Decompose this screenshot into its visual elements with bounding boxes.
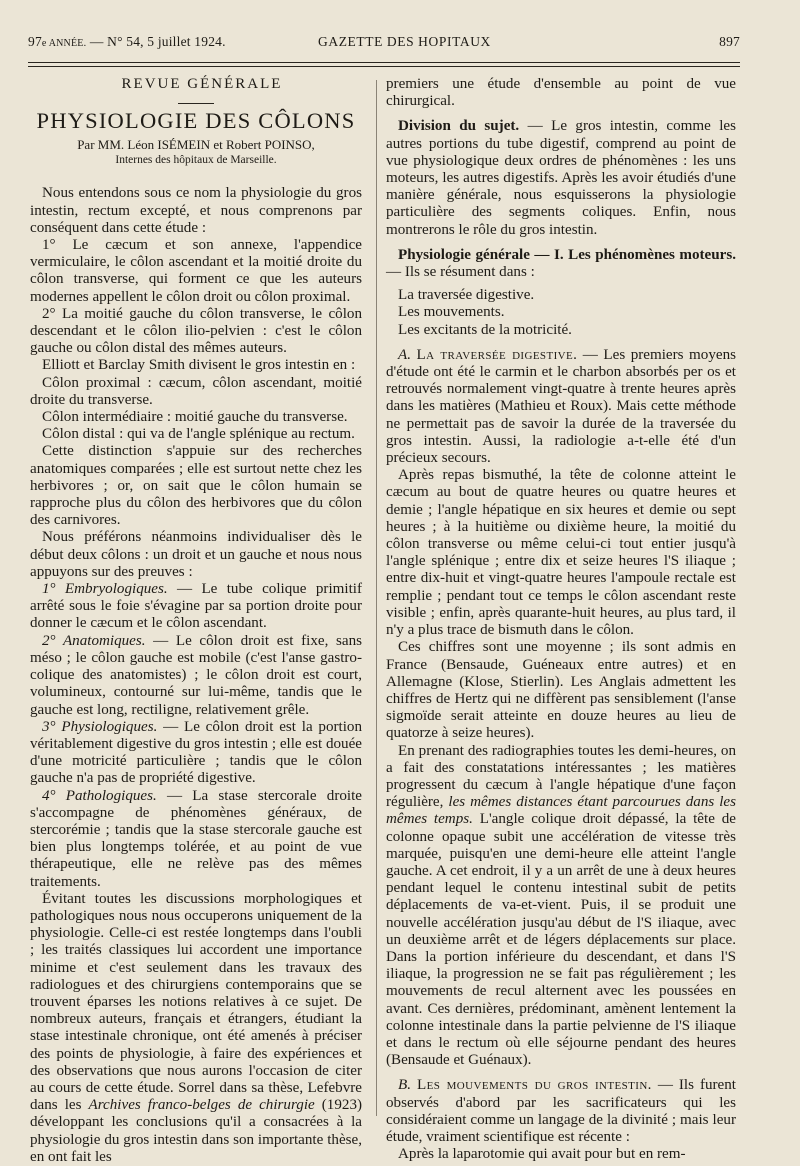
paragraph — [386, 118, 736, 238]
paragraph — [30, 788, 362, 891]
paragraph-text: — Ils se résument dans : — [386, 264, 535, 281]
paragraph: Cette distinction s'appuie sur des recherches anatomiques comparées ; elle est surtout nette chez les herbivores ; or, on sait que le côlon humain se rapproche plus du côlon des herbivores que du côlon des carnivores. — [30, 443, 362, 529]
paragraph: premiers une étude d'ensemble au point de vue chirurgical. — [386, 76, 736, 110]
paragraph-lead: 1° Embryologiques. — [42, 581, 168, 598]
issue-year-number: 97 — [28, 34, 42, 49]
list-item: Les mouvements. — [398, 304, 505, 321]
paragraph: Ces chiffres sont une moyenne ; ils sont admis en France (Bensaude, Guéneaux entre autres) et en Allemagne (Klose, Stierlin). Les Anglais admettent les chiffres de Hertz qui ne diffèrent pas sensiblement (l'anse sigmoïde serait atteinte en douze heures au lieu de quatorze à seize heures). — [386, 639, 736, 742]
page-number: 897 — [719, 34, 740, 49]
paragraph — [386, 1077, 736, 1146]
header-rule-bottom — [28, 66, 740, 67]
paragraph-text: — La stase stercorale droite s'accompagne de phénomènes généraux, de stercorémie ; tandis que la stase stercorale gauche est bien plus longtemps tolérée, et au point de vue thérapeutique, elle ne relève pas des mêmes traitements. — [30, 787, 362, 890]
paragraph — [30, 633, 362, 719]
paragraph — [386, 247, 736, 281]
author-affiliation: Internes des hôpitaux de Marseille. — [115, 154, 277, 167]
section-letter: B. — [398, 1077, 411, 1094]
paragraph-text: Évitant toutes les discussions morphologiques et pathologiques nous nous occuperons uniquement de la physiologie. Celle-ci est restée longtemps dans l'oubli ; les traités classiques lui accordent une importance minime et c'est seulement dans les travaux des radiologues et des chirurgiens contemporains que se trouvent éparses les notions relatives à ce sujet. De nombreux auteurs, français et étrangers, étudiant la stase intestinale chronique, ont été amenés à préciser des points de physiologie, à faire des expériences et des observations que nous aurons l'occasion de citer au cours de cette étude. Sorrel dans sa thèse, Lefebvre dans les — [30, 890, 362, 1114]
list-item: Les excitants de la motricité. — [398, 321, 572, 338]
paragraph-text: — Le côlon droit est la portion véritablement digestive du gros intestin ; elle est douée d'une motricité particulière ; tandis que le côlon gauche n'a pas de propriété digestive. — [30, 718, 363, 787]
spacer — [386, 239, 736, 247]
section-letter: A. — [398, 346, 411, 363]
section-rule — [178, 103, 214, 104]
paragraph-lead: 2° Anatomiques. — [42, 632, 146, 649]
paragraph — [386, 347, 736, 467]
paragraph: 2° La moitié gauche du côlon transverse, le côlon descendant et le côlon ilio-pelvien : c'est le côlon gauche ou côlon distal des mêmes auteurs. — [30, 305, 362, 357]
issue-year-suffix: e ANNÉE. — [41, 38, 87, 49]
paragraph: Elliott et Barclay Smith divisent le gros intestin en : — [42, 357, 356, 374]
header-rule-top — [28, 62, 740, 63]
paragraph-text: (1923) développant les conclusions qu'il a consacrées à la physiologie du gros intestin dans son importante thèse, en ont fait les — [30, 1097, 363, 1165]
paragraph-lead: 3° Physiologiques. — [42, 718, 158, 735]
subsection-heading: La traversée digestive. — [416, 346, 578, 363]
paragraph: Après repas bismuthé, la tête de colonne atteint le cæcum au bout de quatre heures ou quatre heures et demie ; l'angle hépatique en six heures et demie ou sept heures ; à la huitième ou dixième heure, la moitié du côlon transverse ou même celui-ci tout entier jusqu'à l'angle splénique ; entre dix et seize heures l'S iliaque ; entre dix-huit et vingt-quatre heures l'ampoule rectale est remplie ; pendant tout ce temps le côlon ascendant reste visible ; enfin, après quarante-huit heures, au plus tard, il n'y a plus trace de bismuth dans le côlon. — [386, 467, 736, 639]
section-heading: REVUE GÉNÉRALE — [121, 76, 283, 92]
paragraph: Nous entendons sous ce nom la physiologie du gros intestin, rectum excepté, et nous comprenons par conséquent dans cette étude : — [30, 185, 362, 236]
paragraph-text: — Les premiers moyens d'étude ont été le carmin et le charbon absorbés per os et retrouvés normalement vingt-quatre à trente heures après dans les matières (Mathieu et Roux). Mais cette méthode ne permettait pas de savoir la durée de la traversée du gros intestin. Aussi, la radiologie a-t-elle été d'un précieux secours. — [386, 346, 736, 467]
list-item: La traversée digestive. — [398, 287, 535, 304]
right-column — [386, 76, 736, 1163]
paragraph — [386, 743, 736, 1070]
subheading: Division du sujet. — [398, 118, 520, 135]
paragraph-text: — Ils furent observés d'abord par les sacrificateurs qui les considéraient comme un langage de la divinité ; mais leur étude, vraiment scientifique est récente : — [386, 1077, 736, 1145]
paragraph-lead: 4° Pathologiques. — [42, 787, 157, 804]
spacer — [386, 1069, 736, 1077]
paragraph: Côlon distal : qui va de l'angle splénique au rectum. — [42, 426, 355, 443]
paragraph-text: — Le tube colique primitif arrêté sous le foie s'évagine par sa portion droite pour donner le cæcum et le côlon ascendant. — [30, 581, 362, 632]
issue-info — [28, 34, 226, 50]
article-title: PHYSIOLOGIE DES CÔLONS — [36, 108, 356, 134]
paragraph: Côlon proximal : cæcum, côlon ascendant, moitié droite du transverse. — [30, 374, 362, 408]
paragraph: 1° Le cæcum et son annexe, l'appendice vermiculaire, le côlon ascendant et la moitié droite du côlon transverse, qui forment ce que les auteurs modernes appellent le côlon droit ou côlon proximal. — [30, 237, 362, 305]
article-byline: Par MM. Léon ISÉMEIN et Robert POINSO, — [77, 137, 315, 153]
spacer — [386, 110, 736, 118]
subheading: Physiologie générale — I. Les phénomènes moteurs. — [398, 246, 736, 263]
subsection-heading: Les mouvements du gros intestin. — [416, 1077, 652, 1094]
paragraph: Après la laparotomie qui avait pour but en rem- — [398, 1146, 686, 1163]
paragraph-text: En prenant des radiographies toutes les demi-heures, on a fait des constatations intéressantes ; les matières progressent du cæcum à l'angle hépatique d'une façon régulière, — [386, 742, 736, 811]
paragraph — [30, 581, 362, 633]
left-column — [30, 76, 362, 1166]
column-divider — [376, 80, 377, 1116]
paragraph: Nous préférons néanmoins individualiser dès le début deux côlons : un droit et un gauche et nous nous appuyons sur des preuves : — [30, 529, 362, 580]
paragraph — [30, 719, 362, 788]
issue-number-date: — N° 54, 5 juillet 1924. — [86, 34, 226, 49]
running-header — [28, 34, 740, 54]
paragraph-text: L'angle colique droit dépassé, la tête de colonne opaque subit une accélération de vitesse très marquée, puisqu'en une demi-heure elle atteint l'angle gauche. A cet endroit, il y a un arrêt de une à deux heures pendant lequel le contenu intestinal subit de petits déplacements de va-et-vient. Puis, il se produit une nouvelle accélération jusqu'au début de l'S iliaque, avec un deuxième arrêt et de légers déplacements sur place. Dans la portion inférieure du descendant, et dans l'S iliaque, la progression ne se fait pas régulièrement ; les mouvements de recul alternent avec les poussées en avant. Ces dernières, prédominant, amènent lentement la colonne intestinale dans la partie pelvienne de l'S iliaque et dans le rectum où elle séjourne pendant des heures (Bensaude et Guénaux). — [386, 811, 736, 1069]
paragraph-text: — Le côlon droit est fixe, sans méso ; le côlon gauche est mobile (c'est l'anse gastro-colique des anatomistes) ; le côlon droit est court, volumineux, contourné sur lui-même, tandis que le gauche est long, rectiligne, relativement grêle. — [30, 632, 363, 718]
emphasis: les mêmes distances étant parcourues dans les mêmes temps. — [386, 794, 737, 828]
paragraph: Côlon intermédiaire : moitié gauche du transverse. — [42, 409, 348, 426]
journal-name: GAZETTE DES HOPITAUX — [318, 34, 491, 49]
paragraph — [30, 891, 362, 1166]
motor-phenomena-list — [398, 287, 736, 339]
journal-citation: Archives franco-belges de chirurgie — [88, 1097, 315, 1114]
paragraph-text: — Le gros intestin, comme les autres portions du tube digestif, comprend au point de vue physiologique deux ordres de phénomènes : les uns moteurs, les autres digestifs. Après les avoir étudiés d'une manière générale, nous esquisserons la physiologie particulière des segments coliques. Enfin, nous montrerons le rôle du gros intestin. — [386, 118, 736, 238]
